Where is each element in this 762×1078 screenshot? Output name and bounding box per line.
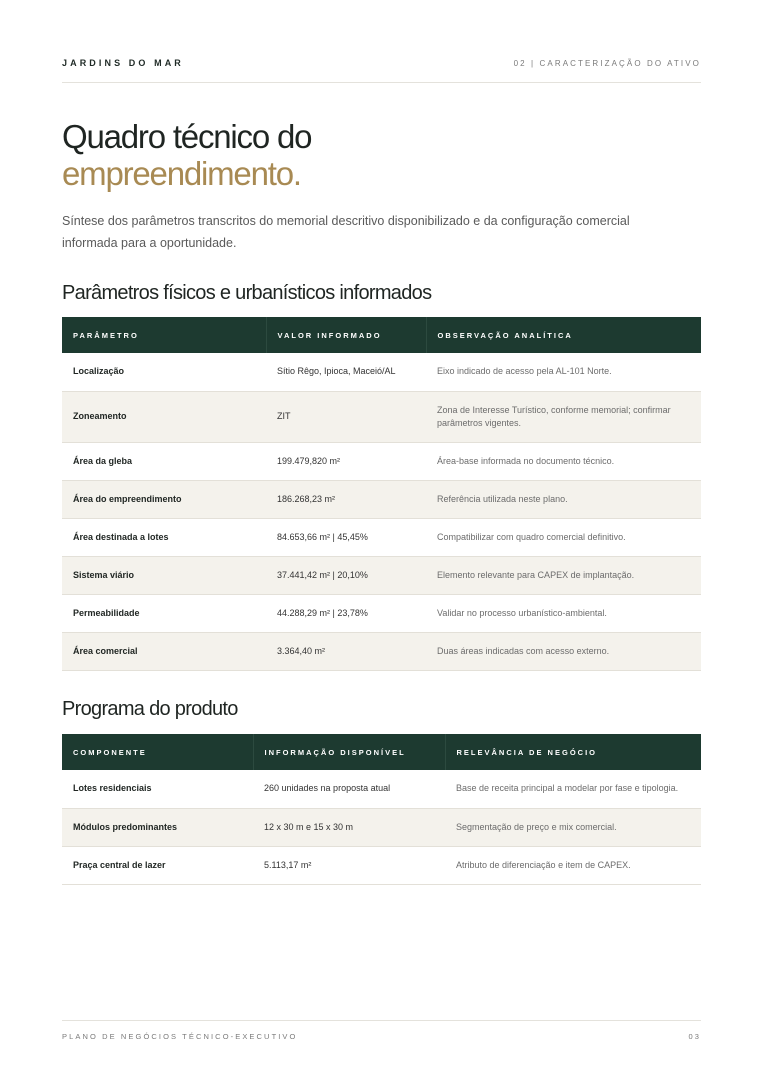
column-header: OBSERVAÇÃO ANALÍTICA (426, 317, 701, 353)
parameter-cell: Área comercial (62, 632, 266, 670)
parameter-cell: Área do empreendimento (62, 480, 266, 518)
table-row (62, 480, 701, 518)
value-cell: 186.268,23 m² (266, 480, 426, 518)
column-header: PARÂMETRO (62, 317, 266, 353)
title-line-2: empreendimento. (62, 155, 301, 192)
parameter-cell: Localização (62, 353, 266, 391)
observation-cell: Duas áreas indicadas com acesso externo. (426, 632, 701, 670)
component-cell: Módulos predominantes (62, 808, 253, 846)
table-row (62, 442, 701, 480)
value-cell: 199.479,820 m² (266, 442, 426, 480)
table-header-row (62, 317, 701, 353)
parameter-cell: Área destinada a lotes (62, 518, 266, 556)
observation-cell: Área-base informada no documento técnico. (426, 442, 701, 480)
component-cell: Praça central de lazer (62, 846, 253, 884)
column-header: RELEVÂNCIA DE NEGÓCIO (445, 734, 701, 770)
section-heading-parametros: Parâmetros físicos e urbanísticos informados (62, 282, 432, 304)
observation-cell: Validar no processo urbanístico-ambiental. (426, 594, 701, 632)
table-row (62, 808, 701, 846)
observation-cell: Compatibilizar com quadro comercial definitivo. (426, 518, 701, 556)
observation-cell: Elemento relevante para CAPEX de implantação. (426, 556, 701, 594)
value-cell: 3.364,40 m² (266, 632, 426, 670)
table-row (62, 391, 701, 442)
column-header: COMPONENTE (62, 734, 253, 770)
column-header: INFORMAÇÃO DISPONÍVEL (253, 734, 445, 770)
section-label: 02 | CARACTERIZAÇÃO DO ATIVO (513, 58, 701, 68)
title-line-1: Quadro técnico do (62, 118, 312, 155)
value-cell: Sítio Rêgo, Ipioca, Maceió/AL (266, 353, 426, 391)
info-cell: 260 unidades na proposta atual (253, 770, 445, 808)
table-row (62, 353, 701, 391)
value-cell: 37.441,42 m² | 20,10% (266, 556, 426, 594)
table-header-row (62, 734, 701, 770)
observation-cell: Eixo indicado de acesso pela AL-101 Norte. (426, 353, 701, 391)
product-program-table (62, 734, 701, 885)
page-number: 03 (688, 1032, 701, 1041)
parameter-cell: Área da gleba (62, 442, 266, 480)
info-cell: 12 x 30 m e 15 x 30 m (253, 808, 445, 846)
value-cell: 44.288,29 m² | 23,78% (266, 594, 426, 632)
observation-cell: Referência utilizada neste plano. (426, 480, 701, 518)
observation-cell: Zona de Interesse Turístico, conforme memorial; confirmar parâmetros vigentes. (426, 391, 701, 442)
value-cell: ZIT (266, 391, 426, 442)
table-row (62, 594, 701, 632)
component-cell: Lotes residenciais (62, 770, 253, 808)
intro-paragraph: Síntese dos parâmetros transcritos do memorial descritivo disponibilizado e da configuração comercial informada para a oportunidade. (62, 214, 630, 250)
column-header: VALOR INFORMADO (266, 317, 426, 353)
table-row (62, 770, 701, 808)
header-divider (62, 82, 701, 83)
info-cell: 5.113,17 m² (253, 846, 445, 884)
footer-divider (62, 1020, 701, 1021)
document-page (62, 0, 701, 1078)
relevance-cell: Segmentação de preço e mix comercial. (445, 808, 701, 846)
footer-document-title: PLANO DE NEGÓCIOS TÉCNICO-EXECUTIVO (62, 1032, 298, 1041)
parameter-cell: Permeabilidade (62, 594, 266, 632)
parameter-cell: Zoneamento (62, 391, 266, 442)
value-cell: 84.653,66 m² | 45,45% (266, 518, 426, 556)
section-heading-programa: Programa do produto (62, 698, 238, 720)
table-row (62, 846, 701, 884)
table-row (62, 518, 701, 556)
running-header (62, 56, 701, 70)
relevance-cell: Base de receita principal a modelar por fase e tipologia. (445, 770, 701, 808)
brand-name: JARDINS DO MAR (62, 58, 184, 68)
table-row (62, 632, 701, 670)
relevance-cell: Atributo de diferenciação e item de CAPEX. (445, 846, 701, 884)
parameter-cell: Sistema viário (62, 556, 266, 594)
running-footer (62, 1032, 701, 1041)
table-row (62, 556, 701, 594)
parameters-table (62, 317, 701, 671)
page-title (62, 118, 311, 192)
